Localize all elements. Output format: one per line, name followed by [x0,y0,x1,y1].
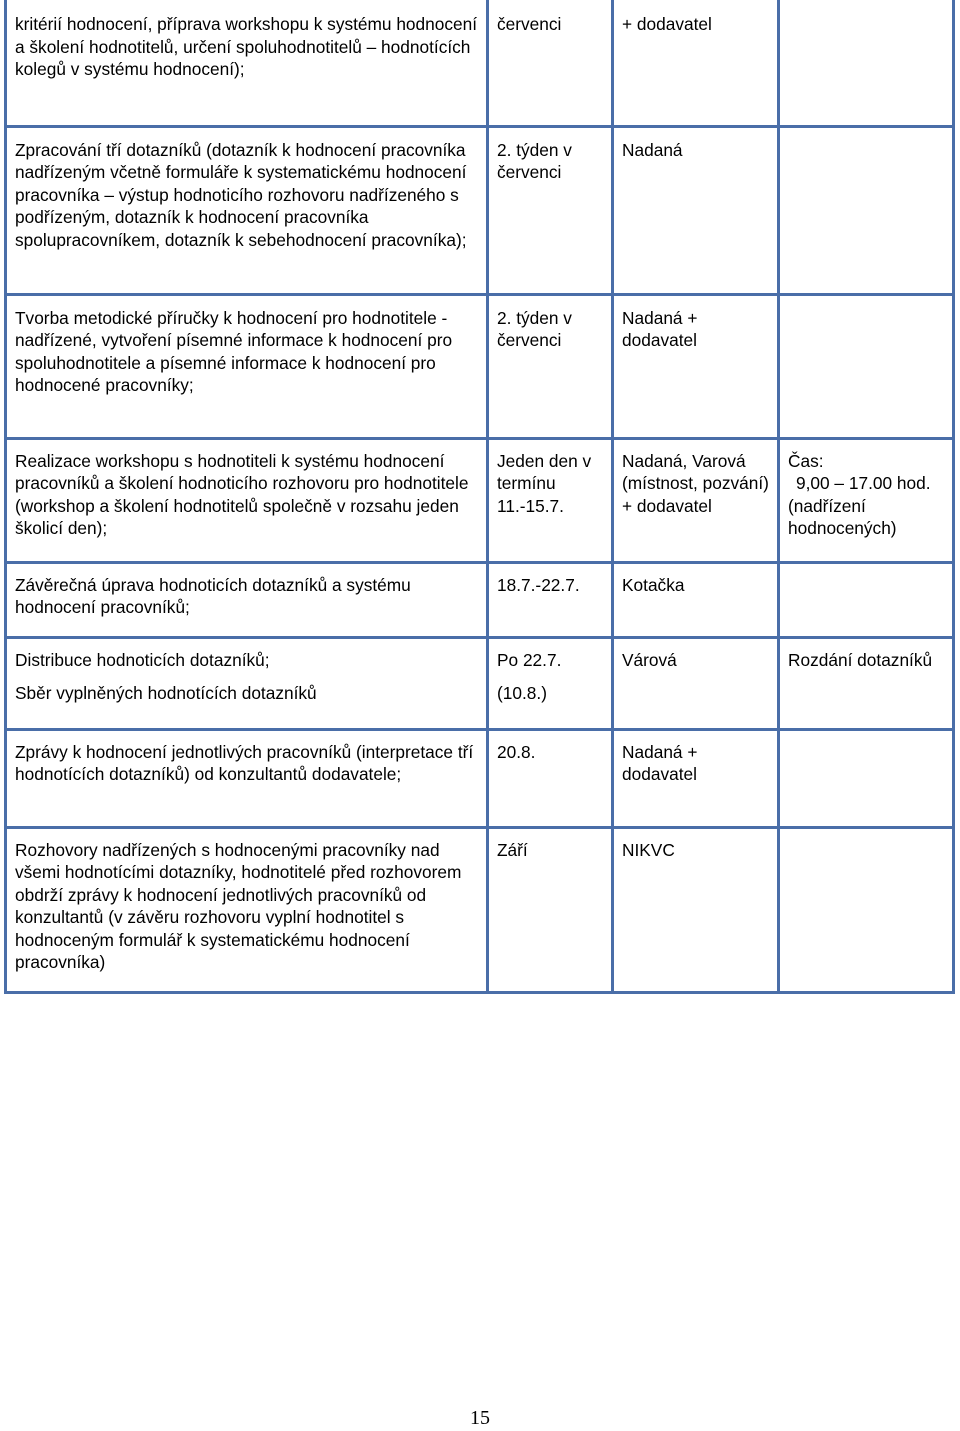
responsible-cell: + dodavatel [613,0,779,126]
date-cell: 18.7.-22.7. [488,562,613,637]
note-cell [779,827,954,992]
table-row [6,729,954,827]
responsible-cell: Várová [613,637,779,729]
date-cell: Září [488,827,613,992]
task-line: Distribuce hodnoticích dotazníků; [15,649,270,670]
responsible-cell: Nadaná + dodavatel [613,294,779,438]
table-row [6,438,954,562]
note-cell [779,0,954,126]
table-row [6,126,954,294]
page-number: 15 [470,1407,490,1429]
note-cell: Rozdání dotazníků [779,637,954,729]
note-line: Čas: [788,450,824,471]
date-cell: 20.8. [488,729,613,827]
responsible-cell: NIKVC [613,827,779,992]
note-line: hodnocených) [788,518,897,539]
task-cell: Realizace workshopu s hodnotiteli k systému hodnocení pracovníků a školení hodnoticího rozhovoru pro hodnotitele (workshop a školení hodnotitelů společně v rozsahu jeden školicí den); [6,438,488,562]
responsible-cell: Nadaná, Varová (místnost, pozvání) + dodavatel [613,438,779,562]
task-cell: Zprávy k hodnocení jednotlivých pracovníků (interpretace tří hodnotících dotazníků) od konzultantů dodavatele; [6,729,488,827]
note-cell [779,438,954,562]
date-cell: 2. týden v červenci [488,126,613,294]
date-cell: Jeden den v termínu 11.-15.7. [488,438,613,562]
note-line: 9,00 – 17.00 hod. [796,473,931,494]
date-cell: červenci [488,0,613,126]
task-line: Sběr vyplněných hodnotících dotazníků [15,683,317,704]
task-cell: Závěrečná úprava hodnoticích dotazníků a systému hodnocení pracovníků; [6,562,488,637]
task-cell [6,637,488,729]
note-cell [779,729,954,827]
responsible-cell: Kotačka [613,562,779,637]
table-row [6,562,954,637]
table-row [6,0,954,126]
table-row [6,637,954,729]
task-cell: kritérií hodnocení, příprava workshopu k systému hodnocení a školení hodnotitelů, určení spoluhodnotitelů – hodnotících kolegů v systému hodnocení); [6,0,488,126]
responsible-cell: Nadaná + dodavatel [613,729,779,827]
task-cell: Rozhovory nadřízených s hodnocenými pracovníky nad všemi hodnotícími dotazníky, hodnotitelé před rozhovorem obdrží zprávy k hodnocení jednotlivých pracovníků od konzultantů (v závěru rozhovoru vyplní hodnotitel s hodnoceným formulář k systematickému hodnocení pracovníka) [6,827,488,992]
date-line: Po 22.7. [497,649,562,670]
date-cell [488,637,613,729]
date-line: (10.8.) [497,683,547,704]
note-cell [779,294,954,438]
schedule-table [4,0,955,994]
note-cell [779,126,954,294]
task-cell: Zpracování tří dotazníků (dotazník k hodnocení pracovníka nadřízeným včetně formuláře k systematickému hodnocení pracovníka – výstup hodnoticího rozhovoru nadřízeného s podřízeným, dotazník k hodnocení pracovníka spolupracovníkem, dotazník k sebehodnocení pracovníka); [6,126,488,294]
date-cell: 2. týden v červenci [488,294,613,438]
task-cell: Tvorba metodické příručky k hodnocení pro hodnotitele - nadřízené, vytvoření písemné informace k hodnocení pro spoluhodnotitele a písemné informace k hodnocení pro hodnocené pracovníky; [6,294,488,438]
responsible-cell: Nadaná [613,126,779,294]
table-row [6,827,954,992]
note-line: (nadřízení [788,495,866,516]
note-cell [779,562,954,637]
table-row [6,294,954,438]
